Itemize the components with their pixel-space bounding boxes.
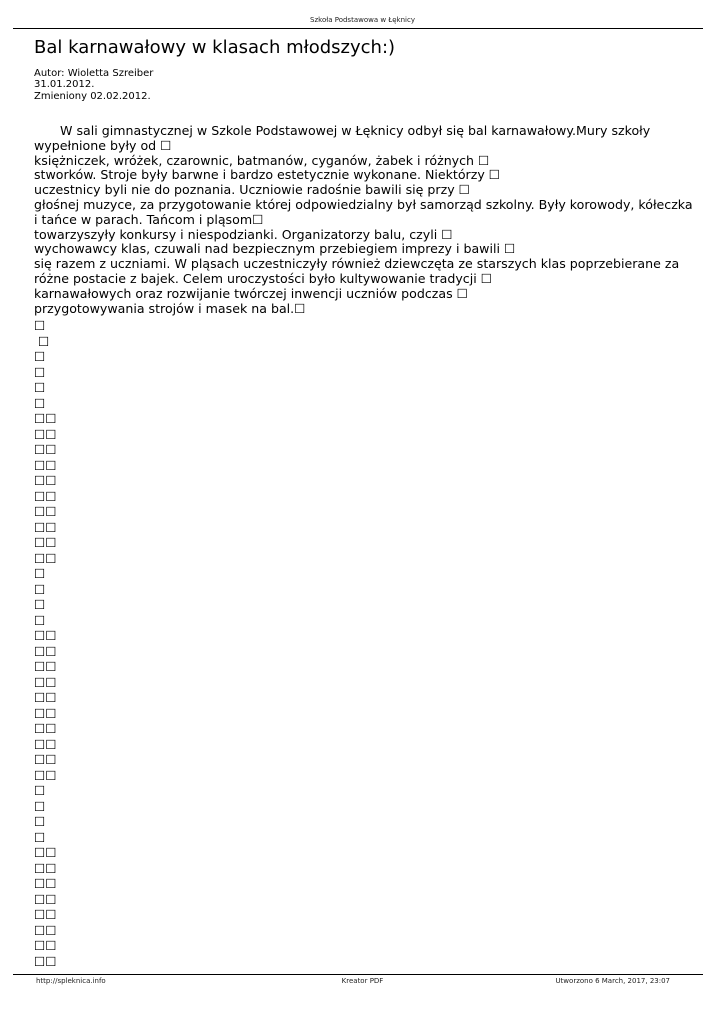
missing-glyph-line: ☐☐ <box>34 705 57 721</box>
missing-glyph-line: ☐ <box>34 597 46 612</box>
header-divider <box>13 28 703 29</box>
missing-glyph-line: ☐ <box>34 798 46 814</box>
missing-glyph-line: ☐☐ <box>34 736 57 752</box>
missing-glyph-line: ☐☐ <box>34 628 57 643</box>
missing-glyph-line: ☐ <box>34 783 46 798</box>
missing-glyph-line: ☐ <box>34 581 46 597</box>
article-body <box>34 124 694 316</box>
missing-glyph-line: ☐☐ <box>34 442 57 457</box>
missing-glyph-line: ☐☐ <box>34 752 57 767</box>
header-site-name: Szkoła Podstawowa w Łęknicy <box>310 16 415 24</box>
missing-glyph-line: ☐ <box>34 395 46 411</box>
body-line: wypełnione były od ☐ <box>34 137 172 153</box>
missing-glyph-line: ☐☐ <box>34 938 57 953</box>
missing-glyph-line: ☐☐ <box>34 473 57 488</box>
missing-glyph-line: ☐ <box>34 349 46 364</box>
missing-glyph-line: ☐☐ <box>34 535 57 550</box>
missing-glyph-line: ☐☐ <box>34 411 57 426</box>
missing-glyph-line: ☐☐ <box>34 721 57 736</box>
footer-created: Utworzono 6 March, 2017, 23:07 <box>555 977 670 985</box>
missing-glyph-list <box>34 318 57 969</box>
body-line: W sali gimnastycznej w Szkole Podstawowej w Łęknicy odbył się bal karnawałowy.Mury szkoły <box>60 123 651 138</box>
missing-glyph-line: ☐☐ <box>34 845 57 860</box>
missing-glyph-line: ☐ <box>34 333 50 349</box>
body-line: różne postacie z bajek. Celem uroczystości było kultywowanie tradycji ☐ <box>34 270 492 286</box>
footer-divider <box>13 974 703 975</box>
missing-glyph-line: ☐☐ <box>34 504 57 519</box>
missing-glyph-line: ☐ <box>34 364 46 380</box>
missing-glyph-line: ☐☐ <box>34 860 57 876</box>
article-meta <box>34 68 153 102</box>
missing-glyph-line: ☐☐ <box>34 891 57 907</box>
date-modified: Zmieniony 02.02.2012. <box>34 90 151 102</box>
author-line: Autor: Wioletta Szreiber <box>34 68 154 79</box>
missing-glyph-line: ☐ <box>34 318 46 333</box>
missing-glyph-line: ☐☐ <box>34 519 57 535</box>
footer-url: http://spleknica.info <box>36 977 106 985</box>
missing-glyph-line: ☐☐ <box>34 550 57 566</box>
body-line: wychowawcy klas, czuwali nad bezpiecznym przebiegiem imprezy i bawili ☐ <box>34 241 516 257</box>
body-line: się razem z uczniami. W pląsach uczestniczyły również dziewczęta ze starszych klas poprzebierane za <box>34 256 680 272</box>
missing-glyph-line: ☐☐ <box>34 674 57 690</box>
body-line: księżniczek, wróżek, czarownic, batmanów, cyganów, żabek i różnych ☐ <box>34 152 490 168</box>
body-line: przygotowywania strojów i masek na bal.☐ <box>34 300 306 316</box>
missing-glyph-line: ☐ <box>34 380 46 395</box>
missing-glyph-line: ☐☐ <box>34 659 57 674</box>
article-title: Bal karnawałowy w klasach młodszych:) <box>34 37 396 58</box>
body-line: i tańce w parach. Tańcom i pląsom☐ <box>34 211 264 227</box>
footer-generator: Kreator PDF <box>341 977 384 985</box>
missing-glyph-line: ☐☐ <box>34 488 57 504</box>
missing-glyph-line: ☐☐ <box>34 767 57 783</box>
missing-glyph-line: ☐ <box>34 829 46 845</box>
body-line: uczestnicy byli nie do poznania. Uczniowie radośnie bawili się przy ☐ <box>34 182 470 198</box>
missing-glyph-line: ☐ <box>34 566 46 581</box>
missing-glyph-line: ☐☐ <box>34 907 57 922</box>
missing-glyph-line: ☐☐ <box>34 643 57 659</box>
missing-glyph-line: ☐☐ <box>34 922 57 938</box>
date-created: 31.01.2012. <box>34 79 95 91</box>
body-line: głośnej muzyce, za przygotowanie której odpowiedzialny był samorząd szkolny. Były korowody, kółeczka <box>34 196 693 212</box>
body-line: towarzyszyły konkursy i niespodzianki. Organizatorzy balu, czyli ☐ <box>34 226 453 242</box>
missing-glyph-line: ☐☐ <box>34 457 57 473</box>
missing-glyph-line: ☐ <box>34 814 46 829</box>
missing-glyph-line: ☐☐ <box>34 690 57 705</box>
missing-glyph-line: ☐ <box>34 612 46 628</box>
body-line: karnawałowych oraz rozwijanie twórczej inwencji uczniów podczas ☐ <box>34 285 468 301</box>
body-line: stworków. Stroje były barwne i bardzo estetycznie wykonane. Niektórzy ☐ <box>34 167 501 183</box>
missing-glyph-line: ☐☐ <box>34 426 57 442</box>
missing-glyph-line: ☐☐ <box>34 876 57 891</box>
missing-glyph-line: ☐☐ <box>34 953 57 969</box>
